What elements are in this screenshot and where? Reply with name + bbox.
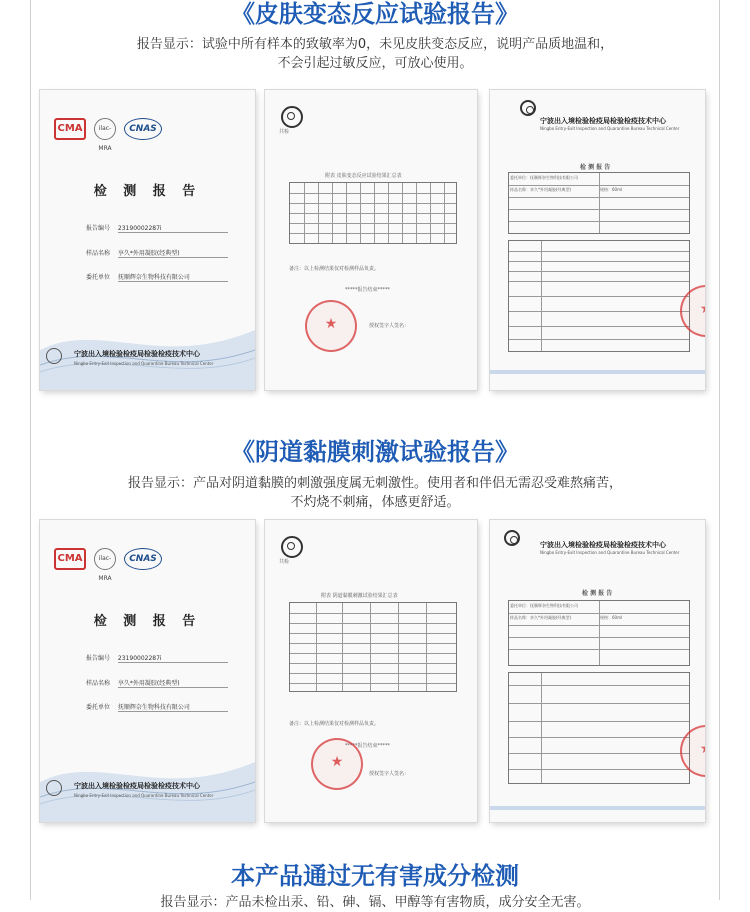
detail-heading: 检 测 报 告 [582,590,613,597]
org-logo-icon [504,530,520,546]
report-page-table-1[interactable] [265,90,477,390]
report-page-detail-1[interactable] [490,90,705,390]
cover-footer-org: 宁波出入境检验检疫局检验检疫技术中心 [74,350,200,358]
brand-seal-icon [281,536,303,558]
desc-line: 不灼烧不刺痛，体感更舒适。 [290,495,460,510]
table-title: 附表 皮肤变态反应试验结果汇总表 [325,173,402,179]
client-field [86,702,228,712]
report-page-table-2[interactable] [265,520,477,822]
spec-row: 规格：60ml [600,187,623,192]
signer-label: 授权签字人签名： [369,771,410,777]
conclusion-note: 备注：以上检测结果仅对检测样品负责。 [289,721,380,727]
cover-footer-org-en: Ningbo Entry-Exit Inspection and Quarantine Bureau Technical Center [74,793,214,798]
desc-line: 报告显示：产品未检出汞、铅、砷、镉、甲醇等有害物质，成分安全无害。 [160,895,590,910]
detail-header-org-en: Ningbo Entry-Exit Inspection and Quarantine Bureau Technical Center [540,126,680,131]
results-table [289,182,457,244]
report-number-value: 23190002287i [118,655,228,663]
brand-label: 共检 [279,129,290,135]
sample-name-label: 样品名称 [86,680,111,687]
report-cover-1[interactable] [40,90,255,390]
ilac-logo: ilac-MRA [94,548,116,570]
desc-line: 报告显示：产品对阴道黏膜的刺激强度属无刺激性。使用者和伴侣无需忍受难熬痛苦， [127,476,622,491]
info-table [508,600,690,666]
info-table [508,172,690,234]
sample-name-label: 样品名称 [86,250,111,257]
detail-header-org: 宁波出入境检验检疫局检验检疫技术中心 [540,541,666,549]
results-detail-table [508,240,690,352]
brand-seal-icon [281,106,303,128]
red-stamp-icon [311,738,363,790]
sample-row: 样品名称：享久*外用凝胶(经典型) [510,615,572,620]
cma-logo: CMA [54,118,86,140]
report-number-field [86,653,228,663]
results-table [289,602,457,692]
detail-header-org-en: Ningbo Entry-Exit Inspection and Quarantine Bureau Technical Center [540,550,680,555]
report-end-mark: *****报告结束***** [345,743,391,749]
client-row: 委托单位：抚顺辉奈生物科技有限公司 [510,603,578,608]
cover-footer-org: 宁波出入境检验检疫局检验检疫技术中心 [74,782,200,790]
sample-name-field [86,678,228,688]
sample-name-value: 享久*外用凝胶(经典型) [118,248,228,258]
report-number-label: 报告编号 [86,225,111,232]
client-row: 委托单位：抚顺辉奈生物科技有限公司 [510,175,578,180]
detail-header-org: 宁波出入境检验检疫局检验检疫技术中心 [540,117,666,125]
section-title-skin-allergy: 《皮肤变态反应试验报告》 [231,0,519,28]
report-number-label: 报告编号 [86,655,111,662]
table-title: 附表 阴道黏膜刺激试验结果汇总表 [321,593,398,599]
footer-band [490,806,705,810]
signer-label: 授权签字人签名： [369,323,410,329]
section-desc-skin-allergy [0,35,750,73]
client-value: 抚顺辉奈生物科技有限公司 [118,702,228,712]
ilac-logo: ilac-MRA [94,118,116,140]
certification-logos [54,118,162,152]
desc-line: 报告显示：试验中所有样本的致敏率为0，未见皮肤变态反应，说明产品质地温和， [136,37,614,52]
client-label: 委托单位 [86,704,111,711]
section-title-harmful-substances: 本产品通过无有害成分检测 [231,862,519,890]
spec-row: 规格：60ml [600,615,623,620]
report-end-mark: *****报告结束***** [345,287,391,293]
cma-logo: CMA [54,548,86,570]
client-value: 抚顺辉奈生物科技有限公司 [118,272,228,282]
cover-footer-org-en: Ningbo Entry-Exit Inspection and Quarantine Bureau Technical Center [74,361,214,366]
report-number-field [86,223,228,233]
red-stamp-icon [305,300,357,352]
conclusion-note: 备注：以上检测结果仅对检测样品负责。 [289,266,380,272]
section-desc-harmful-substances [0,893,750,912]
client-field [86,272,228,282]
org-emblem-icon [46,348,62,364]
desc-line: 不会引起过敏反应，可放心使用。 [277,56,473,71]
section-desc-mucosa-irritation [0,474,750,512]
report-cover-2[interactable] [40,520,255,822]
report-number-value: 23190002287i [118,225,228,233]
report-page-detail-2[interactable] [490,520,705,822]
footer-band [490,370,705,374]
sample-name-field [86,248,228,258]
cnas-logo: CNAS [124,118,162,140]
sample-row: 样品名称：享久*外用凝胶(经典型) [510,187,572,192]
detail-heading: 检 测 报 告 [580,164,611,171]
org-emblem-icon [46,780,62,796]
cnas-logo: CNAS [124,548,162,570]
cover-title: 检 测 报 告 [93,614,202,629]
cover-title: 检 测 报 告 [93,184,202,199]
sample-name-value: 享久*外用凝胶(经典型) [118,678,228,688]
brand-label: 共检 [279,559,290,565]
section-title-mucosa-irritation: 《阴道黏膜刺激试验报告》 [231,438,519,466]
results-detail-table [508,672,690,784]
client-label: 委托单位 [86,274,111,281]
org-logo-icon [520,100,536,116]
certification-logos [54,548,162,582]
